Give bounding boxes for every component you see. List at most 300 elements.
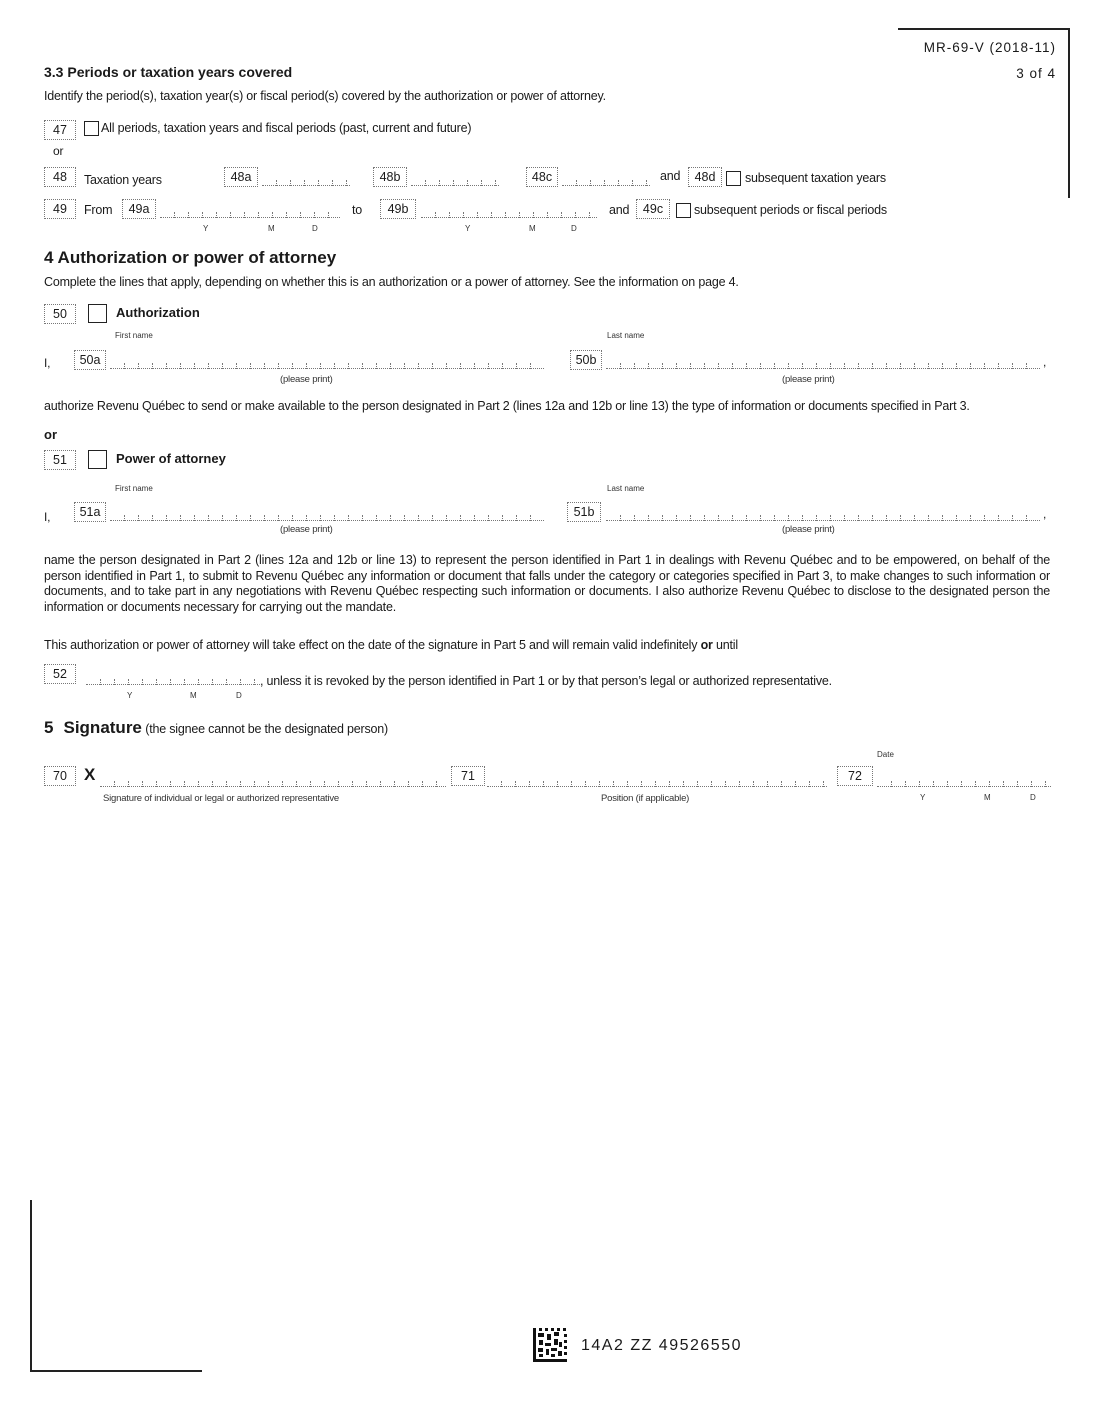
field-cell-tick xyxy=(404,363,406,369)
position-field[interactable] xyxy=(487,770,827,787)
field-cell-tick xyxy=(575,212,577,218)
field-cell-tick xyxy=(933,781,935,787)
field-cell-tick xyxy=(830,363,832,369)
or-label-47-48: or xyxy=(53,144,64,158)
line-50b-comma: , xyxy=(1043,355,1047,369)
field-cell-tick xyxy=(1026,363,1028,369)
field-cell-tick xyxy=(1003,781,1005,787)
field-cell-tick xyxy=(975,781,977,787)
field-cell-tick xyxy=(891,781,893,787)
field-cell-tick xyxy=(236,363,238,369)
field-cell-tick xyxy=(481,180,483,186)
field-cell-tick xyxy=(718,515,720,521)
line-48d-label: subsequent taxation years xyxy=(745,171,886,185)
line-50b-last-name-label: Last name xyxy=(607,331,645,340)
line-51a-number: 51a xyxy=(74,502,106,522)
field-cell-tick xyxy=(306,515,308,521)
line-52-d: D xyxy=(236,691,242,700)
line-49a-m: M xyxy=(268,224,275,233)
field-cell-tick xyxy=(704,515,706,521)
field-cell-tick xyxy=(474,363,476,369)
field-cell-tick xyxy=(788,363,790,369)
field-cell-tick xyxy=(956,363,958,369)
line-49-number: 49 xyxy=(44,199,76,219)
field-cell-tick xyxy=(515,781,517,787)
field-cell-tick xyxy=(627,781,629,787)
field-cell-tick xyxy=(690,515,692,521)
field-cell-tick xyxy=(519,212,521,218)
line-50-i: I, xyxy=(44,356,51,370)
line-51b-number: 51b xyxy=(567,502,601,522)
field-cell-tick xyxy=(530,363,532,369)
field-cell-tick xyxy=(634,515,636,521)
line-50b-last-name-field[interactable] xyxy=(606,352,1040,369)
field-cell-tick xyxy=(304,180,306,186)
field-cell-tick xyxy=(208,363,210,369)
field-cell-tick xyxy=(128,679,130,685)
line-48c-number: 48c xyxy=(526,167,558,187)
line-49a-date-field[interactable] xyxy=(160,201,340,218)
field-cell-tick xyxy=(711,781,713,787)
field-cell-tick xyxy=(460,515,462,521)
line-52-y: Y xyxy=(127,691,133,700)
field-cell-tick xyxy=(589,212,591,218)
field-cell-tick xyxy=(376,363,378,369)
field-cell-tick xyxy=(676,515,678,521)
field-cell-tick xyxy=(634,363,636,369)
field-cell-tick xyxy=(516,515,518,521)
field-cell-tick xyxy=(961,781,963,787)
field-cell-tick xyxy=(184,781,186,787)
field-cell-tick xyxy=(669,781,671,787)
line-48a-number: 48a xyxy=(224,167,258,187)
field-cell-tick xyxy=(250,363,252,369)
field-cell-tick xyxy=(1017,781,1019,787)
field-cell-tick xyxy=(732,515,734,521)
field-cell-tick xyxy=(390,515,392,521)
field-cell-tick xyxy=(529,781,531,787)
field-cell-tick xyxy=(760,515,762,521)
field-cell-tick xyxy=(760,363,762,369)
line-72-m: M xyxy=(984,793,991,802)
field-cell-tick xyxy=(928,515,930,521)
field-cell-tick xyxy=(844,363,846,369)
validity-text-or: or xyxy=(700,638,713,652)
section-5-subtitle: (the signee cannot be the designated person) xyxy=(145,722,389,736)
line-49a-d: D xyxy=(312,224,318,233)
field-cell-tick xyxy=(795,781,797,787)
field-cell-tick xyxy=(781,781,783,787)
field-cell-tick xyxy=(226,679,228,685)
section-3-3-intro: Identify the period(s), taxation year(s) or fiscal period(s) covered by the authorization or power of attorney. xyxy=(44,89,606,103)
field-cell-tick xyxy=(212,781,214,787)
field-cell-tick xyxy=(488,363,490,369)
line-49b-d: D xyxy=(571,224,577,233)
field-cell-tick xyxy=(449,212,451,218)
line-48-label: Taxation years xyxy=(84,173,162,187)
field-cell-tick xyxy=(502,515,504,521)
field-cell-tick xyxy=(1045,781,1047,787)
line-52-date-field[interactable] xyxy=(86,668,260,685)
section-3-3-title: 3.3 Periods or taxation years covered xyxy=(44,64,293,80)
field-cell-tick xyxy=(446,515,448,521)
line-52-m: M xyxy=(190,691,197,700)
line-48d-checkbox[interactable] xyxy=(726,171,741,186)
or-label-50-51: or xyxy=(44,427,57,442)
authorization-checkbox[interactable] xyxy=(88,304,107,323)
field-cell-tick xyxy=(174,212,176,218)
field-cell-tick xyxy=(620,363,622,369)
field-cell-tick xyxy=(332,180,334,186)
field-cell-tick xyxy=(914,363,916,369)
line-51a-first-name-field[interactable] xyxy=(110,504,544,521)
line-49a-number: 49a xyxy=(122,199,156,219)
field-cell-tick xyxy=(561,212,563,218)
field-cell-tick xyxy=(460,363,462,369)
field-cell-tick xyxy=(947,781,949,787)
field-cell-tick xyxy=(446,363,448,369)
field-cell-tick xyxy=(830,515,832,521)
line-72-number: 72 xyxy=(837,766,873,786)
section-5-title xyxy=(44,718,388,738)
field-cell-tick xyxy=(276,180,278,186)
field-cell-tick xyxy=(648,363,650,369)
field-cell-tick xyxy=(900,363,902,369)
validity-text-pre: This authorization or power of attorney will take effect on the date of the signature in Part 5 and will remain valid indefinitely xyxy=(44,638,701,652)
field-cell-tick xyxy=(152,515,154,521)
line-49c-checkbox[interactable] xyxy=(676,203,691,218)
line-49c-label: subsequent periods or fiscal periods xyxy=(694,203,887,217)
field-cell-tick xyxy=(435,212,437,218)
field-cell-tick xyxy=(942,515,944,521)
field-cell-tick xyxy=(928,363,930,369)
field-cell-tick xyxy=(128,781,130,787)
field-cell-tick xyxy=(222,515,224,521)
field-cell-tick xyxy=(376,515,378,521)
field-cell-tick xyxy=(543,781,545,787)
field-cell-tick xyxy=(194,363,196,369)
field-cell-tick xyxy=(858,515,860,521)
field-cell-tick xyxy=(268,781,270,787)
field-cell-tick xyxy=(418,363,420,369)
page-number: 3 of 4 xyxy=(1016,66,1056,81)
field-cell-tick xyxy=(194,515,196,521)
field-cell-tick xyxy=(334,515,336,521)
field-cell-tick xyxy=(198,679,200,685)
field-cell-tick xyxy=(138,515,140,521)
field-cell-tick xyxy=(156,781,158,787)
field-cell-tick xyxy=(170,781,172,787)
line-48b-year-field[interactable] xyxy=(411,169,499,186)
field-cell-tick xyxy=(477,212,479,218)
field-cell-tick xyxy=(278,363,280,369)
line-48b-number: 48b xyxy=(373,167,407,187)
field-cell-tick xyxy=(166,363,168,369)
field-cell-tick xyxy=(914,515,916,521)
line-50a-first-name-field[interactable] xyxy=(110,352,544,369)
field-cell-tick xyxy=(418,515,420,521)
field-cell-tick xyxy=(362,363,364,369)
line-49-and: and xyxy=(609,203,630,217)
field-cell-tick xyxy=(620,515,622,521)
field-cell-tick xyxy=(314,212,316,218)
field-cell-tick xyxy=(184,679,186,685)
field-cell-tick xyxy=(1012,515,1014,521)
field-cell-tick xyxy=(264,515,266,521)
field-cell-tick xyxy=(425,180,427,186)
field-cell-tick xyxy=(264,363,266,369)
field-cell-tick xyxy=(809,781,811,787)
field-cell-tick xyxy=(613,781,615,787)
field-cell-tick xyxy=(872,363,874,369)
field-cell-tick xyxy=(258,212,260,218)
field-cell-tick xyxy=(585,781,587,787)
line-48c-year-field[interactable] xyxy=(562,169,650,186)
field-cell-tick xyxy=(474,515,476,521)
field-cell-tick xyxy=(202,212,204,218)
field-cell-tick xyxy=(124,515,126,521)
field-cell-tick xyxy=(282,781,284,787)
field-cell-tick xyxy=(394,781,396,787)
field-cell-tick xyxy=(491,212,493,218)
field-cell-tick xyxy=(306,363,308,369)
field-cell-tick xyxy=(704,363,706,369)
field-cell-tick xyxy=(467,180,469,186)
signature-field[interactable] xyxy=(100,770,446,787)
field-cell-tick xyxy=(648,515,650,521)
field-cell-tick xyxy=(823,781,825,787)
field-cell-tick xyxy=(767,781,769,787)
field-cell-tick xyxy=(501,781,503,787)
field-cell-tick xyxy=(296,781,298,787)
field-cell-tick xyxy=(240,781,242,787)
field-cell-tick xyxy=(272,212,274,218)
field-cell-tick xyxy=(557,781,559,787)
authorization-title: Authorization xyxy=(116,305,200,320)
field-cell-tick xyxy=(970,515,972,521)
field-cell-tick xyxy=(571,781,573,787)
field-cell-tick xyxy=(942,363,944,369)
field-cell-tick xyxy=(905,781,907,787)
section-4-intro: Complete the lines that apply, depending on whether this is an authorization or a power of attorney. See the information on page 4. xyxy=(44,275,739,289)
line-47-checkbox[interactable] xyxy=(84,121,99,136)
line-70-number: 70 xyxy=(44,766,76,786)
line-51b-please-print: (please print) xyxy=(782,524,835,535)
field-cell-tick xyxy=(533,212,535,218)
field-cell-tick xyxy=(142,679,144,685)
field-cell-tick xyxy=(404,515,406,521)
field-cell-tick xyxy=(697,781,699,787)
field-cell-tick xyxy=(286,212,288,218)
field-cell-tick xyxy=(998,515,1000,521)
field-cell-tick xyxy=(590,180,592,186)
field-cell-tick xyxy=(788,515,790,521)
field-cell-tick xyxy=(718,363,720,369)
field-cell-tick xyxy=(208,515,210,521)
line-47-number: 47 xyxy=(44,120,76,140)
field-cell-tick xyxy=(180,363,182,369)
field-cell-tick xyxy=(732,363,734,369)
field-cell-tick xyxy=(290,180,292,186)
field-cell-tick xyxy=(320,363,322,369)
field-cell-tick xyxy=(166,515,168,521)
field-cell-tick xyxy=(576,180,578,186)
field-cell-tick xyxy=(254,781,256,787)
field-cell-tick xyxy=(156,679,158,685)
field-cell-tick xyxy=(746,515,748,521)
line-51-number: 51 xyxy=(44,450,76,470)
signature-date-field[interactable] xyxy=(877,770,1051,787)
field-cell-tick xyxy=(152,363,154,369)
field-cell-tick xyxy=(216,212,218,218)
field-cell-tick xyxy=(236,515,238,521)
field-cell-tick xyxy=(408,781,410,787)
validity-text-post: until xyxy=(712,638,738,652)
field-cell-tick xyxy=(390,363,392,369)
field-cell-tick xyxy=(198,781,200,787)
line-52-text: , unless it is revoked by the person identified in Part 1 or by that person’s legal or authorized representative. xyxy=(260,674,832,688)
line-51b-last-name-field[interactable] xyxy=(606,504,1040,521)
power-of-attorney-title: Power of attorney xyxy=(116,451,226,466)
field-cell-tick xyxy=(618,180,620,186)
field-cell-tick xyxy=(463,212,465,218)
line-50-number: 50 xyxy=(44,304,76,324)
authorization-text: authorize Revenu Québec to send or make available to the person designated in Part 2 (lines 12a and 12b or line 13) the type of information or documents specified in Part 3. xyxy=(44,399,970,413)
line-48d-number: 48d xyxy=(688,167,722,187)
line-49a-y: Y xyxy=(203,224,209,233)
field-cell-tick xyxy=(348,363,350,369)
field-cell-tick xyxy=(816,363,818,369)
line-49b-number: 49b xyxy=(380,199,416,219)
field-cell-tick xyxy=(334,363,336,369)
field-cell-tick xyxy=(380,781,382,787)
line-50a-number: 50a xyxy=(74,350,106,370)
field-cell-tick xyxy=(352,781,354,787)
field-cell-tick xyxy=(495,180,497,186)
field-cell-tick xyxy=(683,781,685,787)
field-cell-tick xyxy=(188,212,190,218)
field-cell-tick xyxy=(599,781,601,787)
field-cell-tick xyxy=(170,679,172,685)
field-cell-tick xyxy=(802,515,804,521)
field-cell-tick xyxy=(422,781,424,787)
line-50a-first-name-label: First name xyxy=(115,331,153,340)
field-cell-tick xyxy=(366,781,368,787)
datamatrix-barcode-icon xyxy=(533,1328,567,1362)
line-72-y: Y xyxy=(920,793,926,802)
field-cell-tick xyxy=(725,781,727,787)
field-cell-tick xyxy=(292,515,294,521)
line-50b-please-print: (please print) xyxy=(782,374,835,385)
line-71-number: 71 xyxy=(451,766,485,786)
line-50a-please-print: (please print) xyxy=(280,374,333,385)
field-cell-tick xyxy=(886,363,888,369)
line-51a-first-name-label: First name xyxy=(115,484,153,493)
field-cell-tick xyxy=(142,781,144,787)
field-cell-tick xyxy=(530,515,532,521)
field-cell-tick xyxy=(244,212,246,218)
field-cell-tick xyxy=(516,363,518,369)
bottom-left-frame xyxy=(30,1200,202,1372)
field-cell-tick xyxy=(802,363,804,369)
signature-x: X xyxy=(84,765,96,784)
field-cell-tick xyxy=(662,363,664,369)
field-cell-tick xyxy=(662,515,664,521)
field-cell-tick xyxy=(753,781,755,787)
line-49c-number: 49c xyxy=(636,199,670,219)
field-cell-tick xyxy=(318,180,320,186)
field-cell-tick xyxy=(505,212,507,218)
field-cell-tick xyxy=(502,363,504,369)
line-49b-m: M xyxy=(529,224,536,233)
line-49b-date-field[interactable] xyxy=(421,201,597,218)
field-cell-tick xyxy=(453,180,455,186)
field-cell-tick xyxy=(690,363,692,369)
line-50b-number: 50b xyxy=(570,350,602,370)
line-48-and: and xyxy=(660,169,681,183)
field-cell-tick xyxy=(278,515,280,521)
field-cell-tick xyxy=(984,515,986,521)
field-cell-tick xyxy=(292,363,294,369)
field-cell-tick xyxy=(226,781,228,787)
field-cell-tick xyxy=(230,212,232,218)
line-47-label: All periods, taxation years and fiscal periods (past, current and future) xyxy=(101,121,472,135)
field-cell-tick xyxy=(300,212,302,218)
field-cell-tick xyxy=(774,363,776,369)
line-72-d: D xyxy=(1030,793,1036,802)
line-51b-last-name-label: Last name xyxy=(607,484,645,493)
field-cell-tick xyxy=(348,515,350,521)
field-cell-tick xyxy=(746,363,748,369)
field-cell-tick xyxy=(240,679,242,685)
field-cell-tick xyxy=(100,679,102,685)
field-cell-tick xyxy=(858,363,860,369)
line-51-i: I, xyxy=(44,510,51,524)
field-cell-tick xyxy=(676,363,678,369)
power-of-attorney-checkbox[interactable] xyxy=(88,450,107,469)
line-48a-year-field[interactable] xyxy=(262,169,350,186)
field-cell-tick xyxy=(488,515,490,521)
field-cell-tick xyxy=(872,515,874,521)
field-cell-tick xyxy=(984,363,986,369)
field-cell-tick xyxy=(970,363,972,369)
field-cell-tick xyxy=(547,212,549,218)
field-cell-tick xyxy=(956,515,958,521)
field-cell-tick xyxy=(346,180,348,186)
barcode-text: 14A2 ZZ 49526550 xyxy=(581,1337,742,1354)
line-51b-comma: , xyxy=(1043,507,1047,521)
field-cell-tick xyxy=(180,515,182,521)
field-cell-tick xyxy=(212,679,214,685)
field-cell-tick xyxy=(919,781,921,787)
field-cell-tick xyxy=(632,180,634,186)
field-cell-tick xyxy=(774,515,776,521)
field-cell-tick xyxy=(254,679,256,685)
section-5-number: 5 xyxy=(44,718,54,737)
field-cell-tick xyxy=(1012,363,1014,369)
field-cell-tick xyxy=(655,781,657,787)
field-cell-tick xyxy=(998,363,1000,369)
field-cell-tick xyxy=(324,781,326,787)
field-cell-tick xyxy=(1026,515,1028,521)
field-cell-tick xyxy=(900,515,902,521)
field-cell-tick xyxy=(641,781,643,787)
section-4-title: 4 Authorization or power of attorney xyxy=(44,248,337,267)
field-cell-tick xyxy=(816,515,818,521)
field-cell-tick xyxy=(138,363,140,369)
field-cell-tick xyxy=(320,515,322,521)
form-code: MR-69-V (2018-11) xyxy=(923,40,1056,55)
